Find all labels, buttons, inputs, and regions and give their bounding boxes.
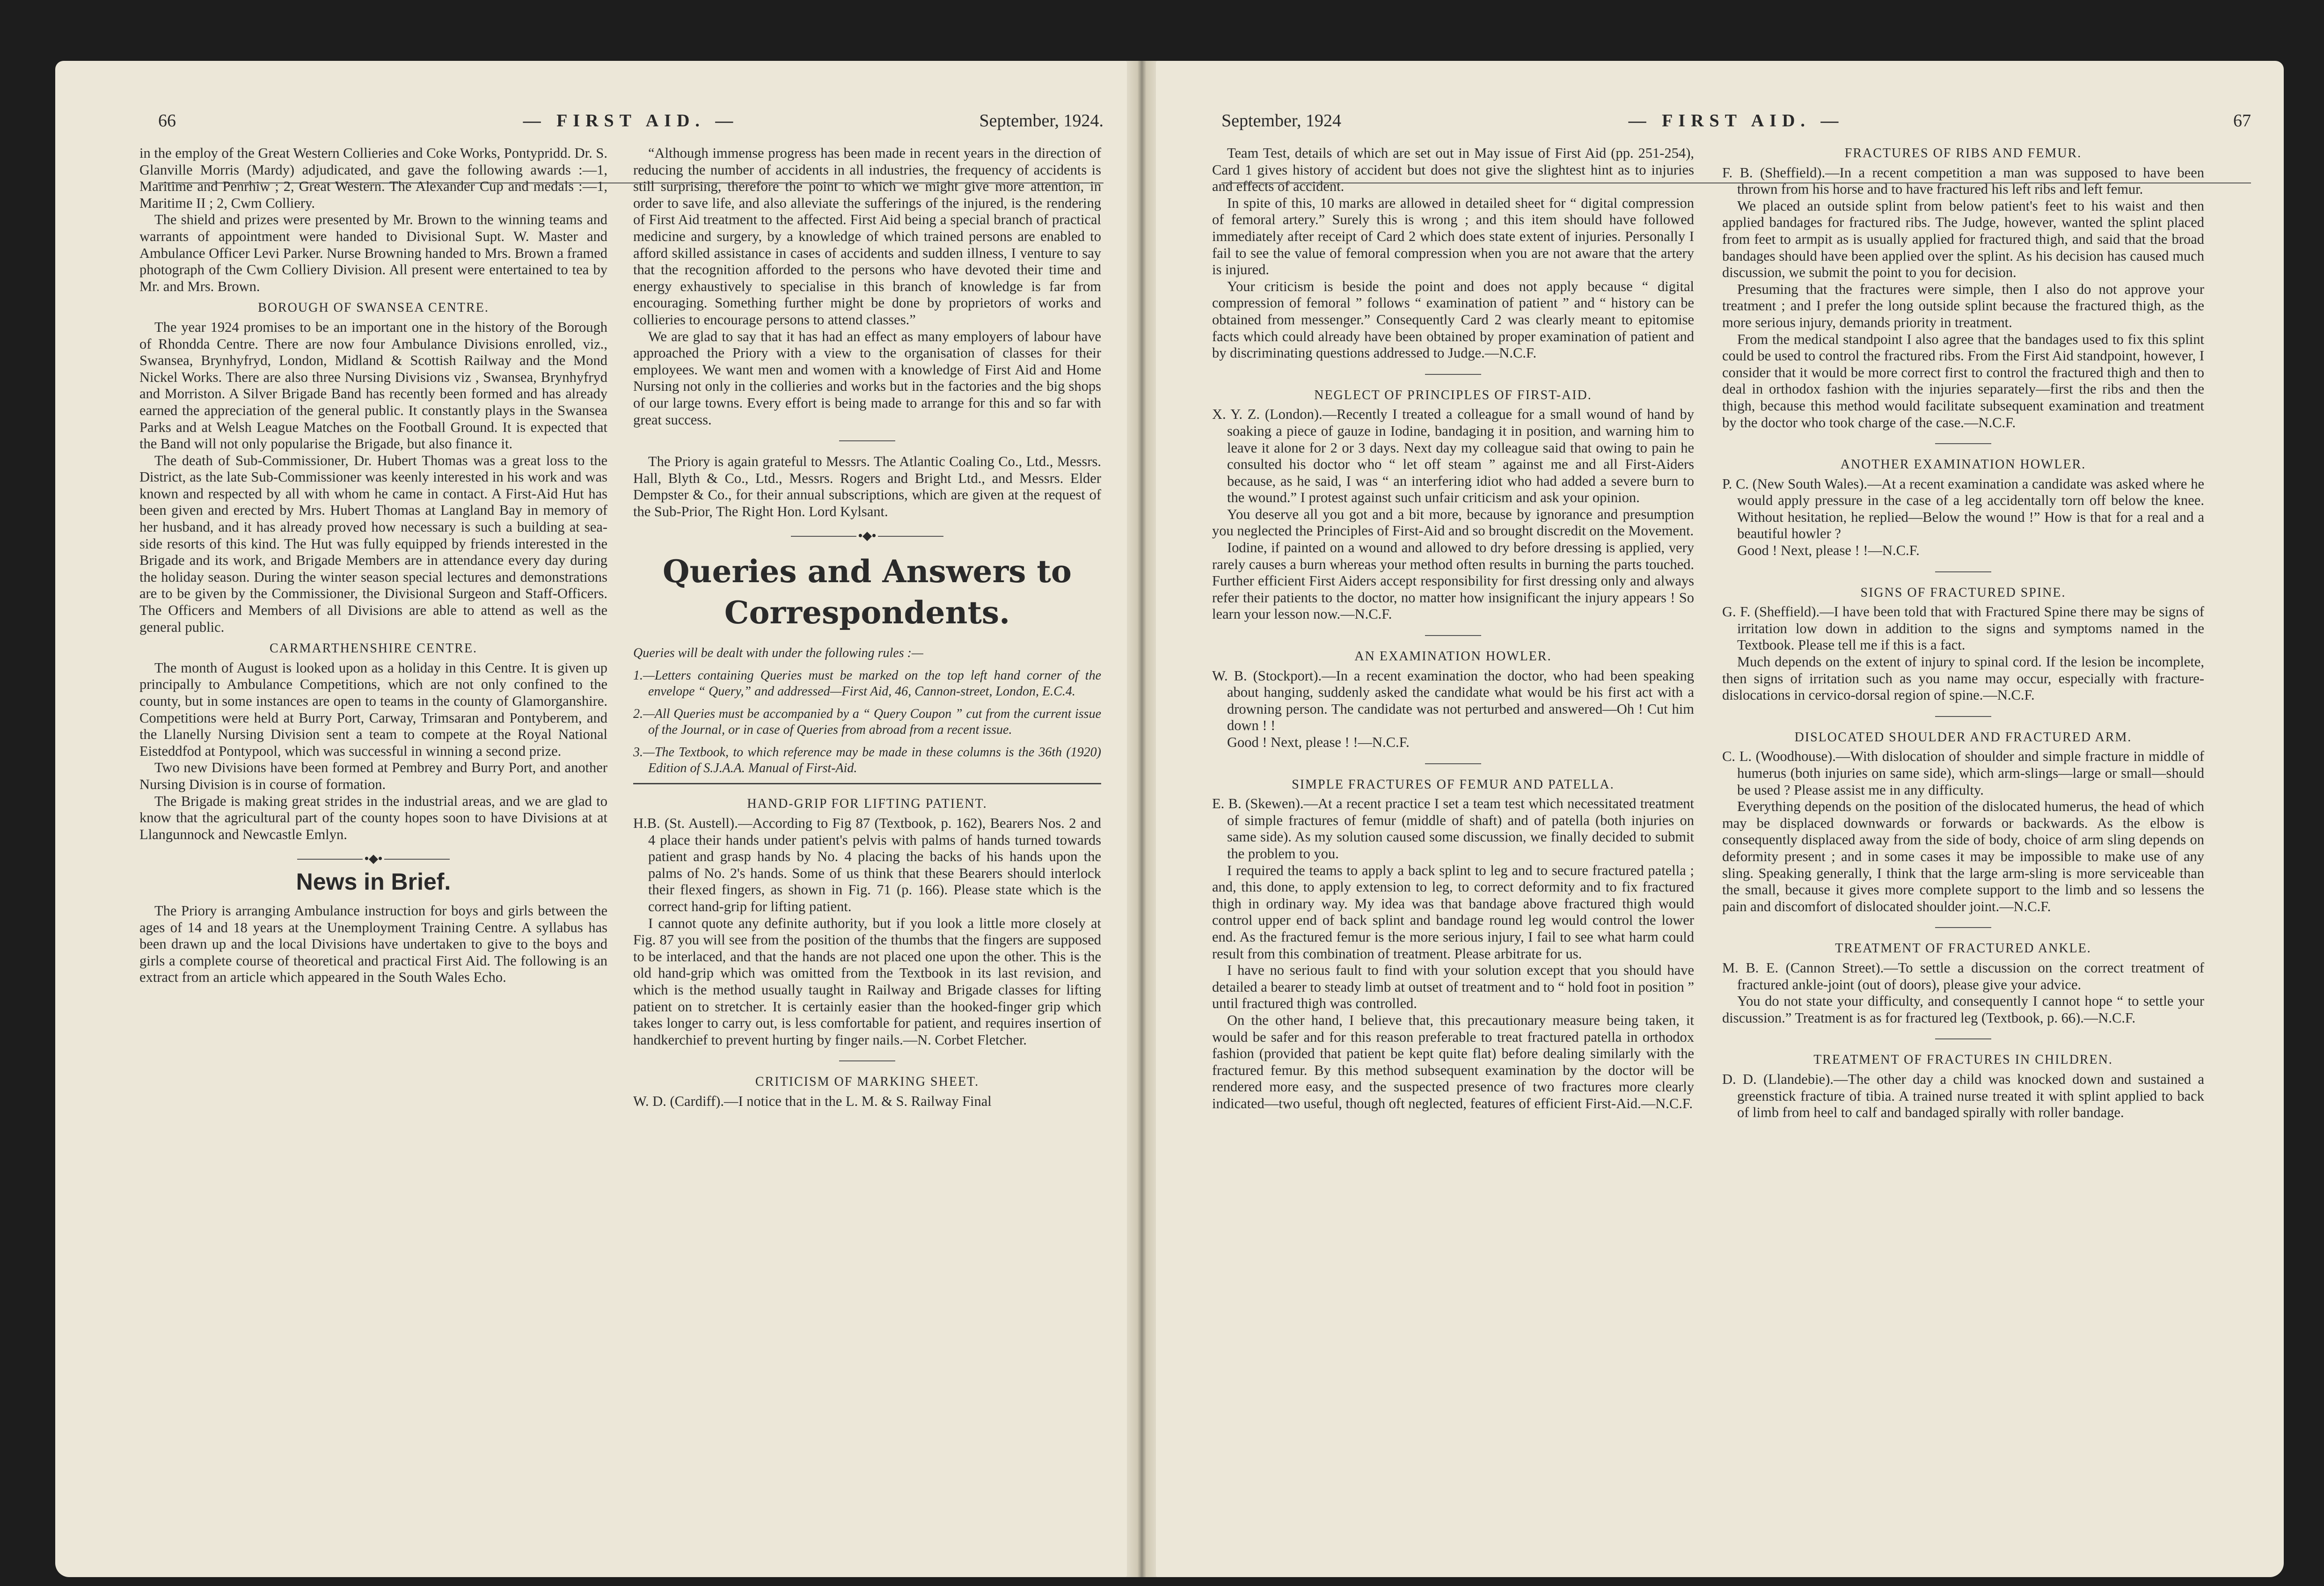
answer-paragraph: You do not state your difficulty, and consequently I cannot hope “ to settle your discussion.” Treatment is as for fractured leg (Textbook, p. 66).—N.C.F. <box>1722 993 2204 1026</box>
left-column-1 <box>139 145 607 986</box>
divider <box>839 440 895 441</box>
right-page-date: September, 1924 <box>1221 111 1341 131</box>
divider <box>1935 1038 1991 1039</box>
rules-intro: Queries will be dealt with under the following rules :— <box>633 646 923 661</box>
right-column-1 <box>1212 145 1694 1112</box>
query-paragraph: D. D. (Llandebie).—The other day a child was knocked down and sustained a greenstick fracture of tibia. A trained nurse treated it with splint applied to back of limb from heel to calf and bandaged spirally with roller bandage. <box>1722 1071 2204 1121</box>
ornament-divider: •◆• <box>139 853 607 863</box>
paragraph: In spite of this, 10 marks are allowed in detailed sheet for “ digital compression of femoral artery.” Surely this is wrong ; and this item should have followed immediately after receipt of Card 2 which does state extent of injuries. Personally I fail to see the value of femoral compression when you are not aware that the artery is injured. <box>1212 195 1694 278</box>
section-heading: TREATMENT OF FRACTURED ANKLE. <box>1835 941 2091 956</box>
divider <box>1425 374 1481 375</box>
answer-paragraph: On the other hand, I believe that, this precautionary measure being taken, it would be safer and for this reason preferable to treat fractured patella in orthodox fashion (provided that patient be kept quite flat) before dealing similarly with the fractured femur. By this method subsequent examination by the doctor will be rendered more easy, and the suspected presence of two fractures more clearly indicated—two useful, though oft neglected, features of efficient First-Aid.—N.C.F. <box>1212 1012 1694 1111</box>
answer-paragraph: Everything depends on the position of the dislocated humerus, the head of which may be displaced downwards or forwards or backwards. As the elbow is consequently displaced away from the side of body, choice of arm sling depends on deformity present ; and in some cases it may be impossible to make use of any sling. Speaking generally, I think that the large arm-sling is more serviceable than the small, because it gives more complete support to the limb and so lessens the pain and discomfort of dislocated shoulder joint.—N.C.F. <box>1722 798 2204 914</box>
section-heading: NEGLECT OF PRINCIPLES OF FIRST-AID. <box>1314 387 1592 402</box>
paragraph: The month of August is looked upon as a holiday in this Centre. It is given up principally to Ambulance Competitions, which are not only confined to the county, but in some instances are open to teams in the county of Glamorganshire. Competitions were held at Burry Port, Carway, Trimsaran and Pontyberem, and the Llanelly Nursing Division sent a team to compete at the Royal National Eisteddfod at Pontypool, which was successful in winning a second prize. <box>139 659 607 759</box>
section-heading: TREATMENT OF FRACTURES IN CHILDREN. <box>1813 1052 2113 1067</box>
left-page <box>55 61 1127 1577</box>
query-paragraph: F. B. (Sheffield).—In a recent competition a man was supposed to have been thrown from his horse and to have fractured his left ribs and left femur. <box>1722 164 2204 197</box>
right-page-header <box>1221 107 2251 135</box>
paragraph: Team Test, details of which are set out in May issue of First Aid (pp. 251-254), Card 1 gives history of accident but does not give the slightest hint as to injuries and effects of accident. <box>1212 145 1694 195</box>
section-heading: FRACTURES OF RIBS AND FEMUR. <box>1844 146 2082 161</box>
news-in-brief-heading: News in Brief. <box>296 869 451 895</box>
left-column-2 <box>633 145 1101 1110</box>
query-paragraph: C. L. (Woodhouse).—With dislocation of shoulder and simple fracture in middle of humerus (both injuries on same side), which arm-slings—large or small—should be used ? Please assist me in any difficulty. <box>1722 748 2204 798</box>
answer-paragraph: Your criticism is beside the point and does not apply because “ digital compression of femoral ” follows “ examination of patient ” and “ history can be obtained from messenger.” Consequently Card 2 was clearly meant to epitomise facts which could already have been obtained by proper examination of patient and by discriminating questions addressed to Judge.—N.C.F. <box>1212 278 1694 361</box>
answer-paragraph: I have no serious fault to find with your solution except that you should have detailed a bearer to steady limb at outset of treatment and to “ hold foot in position ” until fractured thigh was controlled. <box>1212 962 1694 1012</box>
right-page-number: 67 <box>2233 111 2251 131</box>
right-running-title: — FIRST AID. — <box>1628 111 1844 131</box>
section-heading: CRITICISM OF MARKING SHEET. <box>755 1074 979 1089</box>
section-heading: HAND-GRIP FOR LIFTING PATIENT. <box>747 797 987 811</box>
paragraph: The Brigade is making great strides in the industrial areas, and we are glad to know that the agricultural part of the county hopes soon to have Divisions at at Llangunnock and Newcastle Emlyn. <box>139 793 607 842</box>
query-paragraph: W. B. (Stockport).—In a recent examination the doctor, who had been speaking about hanging, suddenly asked the candidate what would be his first act with a drowning person. The candidate was not perturbed and answered—Oh ! Cut him down ! ! <box>1212 667 1694 734</box>
section-heading: DISLOCATED SHOULDER AND FRACTURED ARM. <box>1794 730 2132 745</box>
divider <box>1425 635 1481 636</box>
left-running-title: — FIRST AID. — <box>523 111 739 131</box>
right-page <box>1156 61 2284 1577</box>
paragraph: We placed an outside splint from below patient's feet to his waist and then applied bandages for fractured ribs. The Judge, however, wanted the splint placed from feet to armpit as is usually applied for fractured thigh, and said that the broad bandages should have been applied over the splint. As his decision has caused much discussion, we submit the point to you for decision. <box>1722 197 2204 281</box>
left-page-number: 66 <box>158 111 176 131</box>
paragraph: in the employ of the Great Western Collieries and Coke Works, Pontypridd. Dr. S. Glanville Morris (Mardy) adjudicated, and gave the following awards :—1, Maritime and Penrhiw ; 2, Great Western. The Alexander Cup and medals :—1, Maritime II ; 2, Cwm Colliery. <box>139 145 607 211</box>
query-paragraph: E. B. (Skewen).—At a recent practice I set a team test which necessitated treatment of simple fractures of femur (middle of shaft) and of patella (both injuries on same side). As my solution caused some discussion, we finally decided to submit the problem to you. <box>1212 796 1694 862</box>
answer-paragraph: I cannot quote any definite authority, but if you look a little more closely at Fig. 87 you will see from the position of the thumbs that the fingers are supposed to be interlaced, and that the hands are not placed one upon the other. This is the old hand-grip which was omitted from the Textbook in its last revision, and which is the method usually taught in Railway and Brigade classes for lifting patient on to stretcher. It is certainly easier than the hooked-finger grip which takes longer to carry out, is less comfortable for patient, and requires insertion of handkerchief to prevent hurting by finger nails.—N. Corbet Fletcher. <box>633 915 1101 1048</box>
left-page-header <box>158 107 1104 135</box>
divider <box>1935 443 1991 444</box>
answer-paragraph: From the medical standpoint I also agree that the bandages used to fix this splint could be used to control the fractured ribs. From the First Aid standpoint, however, I consider that it would be more correct first to control the fractured thigh and then to deal in orthodox fashion with the injuries separately—first the ribs and then the thigh, because this method would facilitate subsequent examination and treatment by the doctor who took charge of the case.—N.C.F. <box>1722 331 2204 431</box>
queries-answers-heading: Queries and Answers to Correspondents. <box>663 553 1072 631</box>
divider <box>1935 927 1991 928</box>
rule-item: 1.—Letters containing Queries must be marked on the top left hand corner of the envelope “ Query,” and addressed—First Aid, 46, Cannon-street, London, E.C.4. <box>633 668 1101 699</box>
query-paragraph: X. Y. Z. (London).—Recently I treated a colleague for a small wound of hand by soaking a piece of gauze in Iodine, bandaging it in position, and warning him to leave it alone for 2 or 3 days. Next day my colleague said that owing to pain he consulted his doctor who “ let off steam ” against me and all First-Aiders because, as he said, I was “ an interfering idiot who had added a severe burn to the wound.” I protest against such unfair criticism and ask your opinion. <box>1212 406 1694 506</box>
ornament-divider: •◆• <box>633 530 1101 541</box>
section-heading: BOROUGH OF SWANSEA CENTRE. <box>258 300 489 315</box>
answer-paragraph: Iodine, if painted on a wound and allowed to dry before dressing is applied, very rarely causes a burn whereas your method often results in burning the parts touched. Further efficient First Aiders accept responsibility for first dressing only and always refer their patients to the doctor, no matter how insignificant the injury appears ! So learn your lesson now.—N.C.F. <box>1212 540 1694 622</box>
query-paragraph: H.B. (St. Austell).—According to Fig 87 (Textbook, p. 162), Bearers Nos. 2 and 4 place their hands under patient's pelvis with palms of hands turned towards patient and grasp hands by No. 4 placing the backs of his hands upon the palms of No. 2's hands. Some of us think that these Bearers should interlock their flexed fingers, as shown in Fig. 71 (p. 166). Please state which is the correct hand-grip for lifting patient. <box>633 815 1101 915</box>
paragraph: Two new Divisions have been formed at Pembrey and Burry Port, and another Nursing Division is in course of formation. <box>139 760 607 792</box>
paragraph: The year 1924 promises to be an important one in the history of the Borough of Rhondda Centre. There are now four Ambulance Divisions enrolled, viz., Swansea, Brynhyfryd, London, Midland & Scottish Railway and the Mond Nickel Works. There are also three Nursing Divisions viz , Swansea, Brynhyfryd and Morriston. A Silver Brigade Band has recently been formed and has already earned the appreciation of the general public. It constantly plays in the Swansea Parks and at Welsh League Matches on the Football Ground. It is expected that the Band will not only popularise the Brigade, but also finance it. <box>139 319 607 452</box>
rule-item: 2.—All Queries must be accompanied by a “ Query Coupon ” cut from the current issue of the Journal, or in case of Queries from abroad from a recent issue. <box>633 707 1101 738</box>
query-rules <box>633 645 1101 776</box>
right-column-2 <box>1722 145 2204 1121</box>
left-page-date: September, 1924. <box>979 111 1104 131</box>
section-heading: ANOTHER EXAMINATION HOWLER. <box>1840 457 2086 472</box>
paragraph: The shield and prizes were presented by Mr. Brown to the winning teams and warrants of appointment were handed to Divisional Supt. W. Master and Ambulance Officer Levi Parker. Nurse Browning handed to Mrs. Brown a framed photograph of the Cwm Colliery Division. All present were entertained to tea by Mr. and Mrs. Brown. <box>139 212 607 294</box>
section-heading: AN EXAMINATION HOWLER. <box>1354 649 1552 664</box>
answer-paragraph: Good ! Next, please ! !—N.C.F. <box>1227 734 1410 750</box>
answer-paragraph: Good ! Next, please ! !—N.C.F. <box>1737 542 1920 559</box>
paragraph: The Priory is again grateful to Messrs. The Atlantic Coaling Co., Ltd., Messrs. Hall, Blyth & Co., Ltd., Messrs. Rogers and Bright Ltd., and Messrs. Elder Dempster & Co., for their annual subscriptions, which are given at the request of the Sub-Prior, The Right Hon. Lord Kylsant. <box>633 453 1101 519</box>
query-paragraph: G. F. (Sheffield).—I have been told that with Fractured Spine there may be signs of irritation low down in addition to the signs and symptoms named in the Textbook. Please tell me if this is a fact. <box>1722 604 2204 653</box>
divider <box>1935 571 1991 572</box>
section-heading: SIMPLE FRACTURES OF FEMUR AND PATELLA. <box>1292 777 1615 792</box>
answer-paragraph: You deserve all you got and a bit more, because by ignorance and presumption you neglected the Principles of First-Aid and so brought discredit on the Movement. <box>1212 506 1694 539</box>
section-heading: CARMARTHENSHIRE CENTRE. <box>269 641 478 656</box>
paragraph: I required the teams to apply a back splint to leg and to secure fractured patella ; and, this done, to apply extension to leg, to correct deformity and to fix fractured thigh in ordinary way. My idea was that bandage above fractured thigh would control upper end of back splint and bandage round leg would control the lower end. As the fractured femur is the more serious injury, I fail to see what harm could result from this combination of treatment. Please arbitrate for us. <box>1212 862 1694 962</box>
paragraph: The death of Sub-Commissioner, Dr. Hubert Thomas was a great loss to the District, as the late Sub-Commissioner was keenly interested in his work and was known and respected by all with whom he came in contact. A First-Aid Hut has been given and erected by Mrs. Hubert Thomas at Langland Bay in memory of her husband, and it has already proved how necessary is such a building at sea-side resorts of this kind. The Hut was fully equipped by friends interested in the Brigade and its work, and Brigade Members are in attendance every day during the holiday season. During the winter season special lectures and demonstrations are to be given by the Commissioner, the Divisional Surgeon and Staff-Officers. The Officers and Members of all Divisions are able to attend as well as the general public. <box>139 452 607 635</box>
divider <box>839 1060 895 1061</box>
paragraph: “Although immense progress has been made in recent years in the direction of reducing the number of accidents in all industries, the frequency of accidents is still surprising, therefore the point to which we might give more attention, in order to save life, and also alleviate the sufferings of the injured, is the rendering of First Aid treatment to the affected. First Aid being a special branch of practical medicine and surgery, by a knowledge of which trained persons are enabled to afford skilled assistance in cases of accidents and sudden illness, I venture to say that the recognition afforded to the persons who have devoted their time and energy exhaustively to specialise in this branch of knowledge is far from encouraging. Something further might be done by proprietors of works and collieries to encourage persons to attend classes.” <box>633 145 1101 328</box>
paragraph: The Priory is arranging Ambulance instruction for boys and girls between the ages of 14 and 18 years at the Unemployment Training Centre. A syllabus has been drawn up and the local Divisions have undertaken to give to the boys and girls a complete course of theoretical and practical First Aid. The following is an extract from an article which appeared in the South Wales Echo. <box>139 902 607 986</box>
divider <box>633 783 1101 784</box>
divider <box>1935 716 1991 717</box>
divider <box>1425 763 1481 764</box>
query-paragraph: P. C. (New South Wales).—At a recent examination a candidate was asked where he would apply pressure in the case of a leg accidentally torn off below the knee. Without hesitation, he replied—Below the wound !” How is that for a real and a beautiful howler ? <box>1722 475 2204 542</box>
query-paragraph: M. B. E. (Cannon Street).—To settle a discussion on the correct treatment of fractured ankle-joint (out of doors), please give your advice. <box>1722 959 2204 993</box>
paragraph: We are glad to say that it has had an effect as many employers of labour have approached the Priory with a view to the organisation of classes for their employees. We want men and women with a knowledge of First Aid and Home Nursing not only in the collieries and works but in the factories and the big shops of our large towns. Every effort is being made to arrange for this and so far with great success. <box>633 328 1101 428</box>
query-paragraph: W. D. (Cardiff).—I notice that in the L. M. & S. Railway Final <box>633 1093 992 1109</box>
section-heading: SIGNS OF FRACTURED SPINE. <box>1860 585 2066 600</box>
answer-paragraph: Presuming that the fractures were simple, then I also do not approve your treatment ; and I prefer the long outside splint because the fractured thigh, as the more serious injury, demands priority in treatment. <box>1722 281 2204 330</box>
rule-item: 3.—The Textbook, to which reference may be made in these columns is the 36th (1920) Edition of S.J.A.A. Manual of First-Aid. <box>633 745 1101 776</box>
answer-paragraph: Much depends on the extent of injury to spinal cord. If the lesion be incomplete, then signs of irritation such as you name may occur, especially with fracture-dislocations in cervico-dorsal region of spine.—N.C.F. <box>1722 654 2204 703</box>
